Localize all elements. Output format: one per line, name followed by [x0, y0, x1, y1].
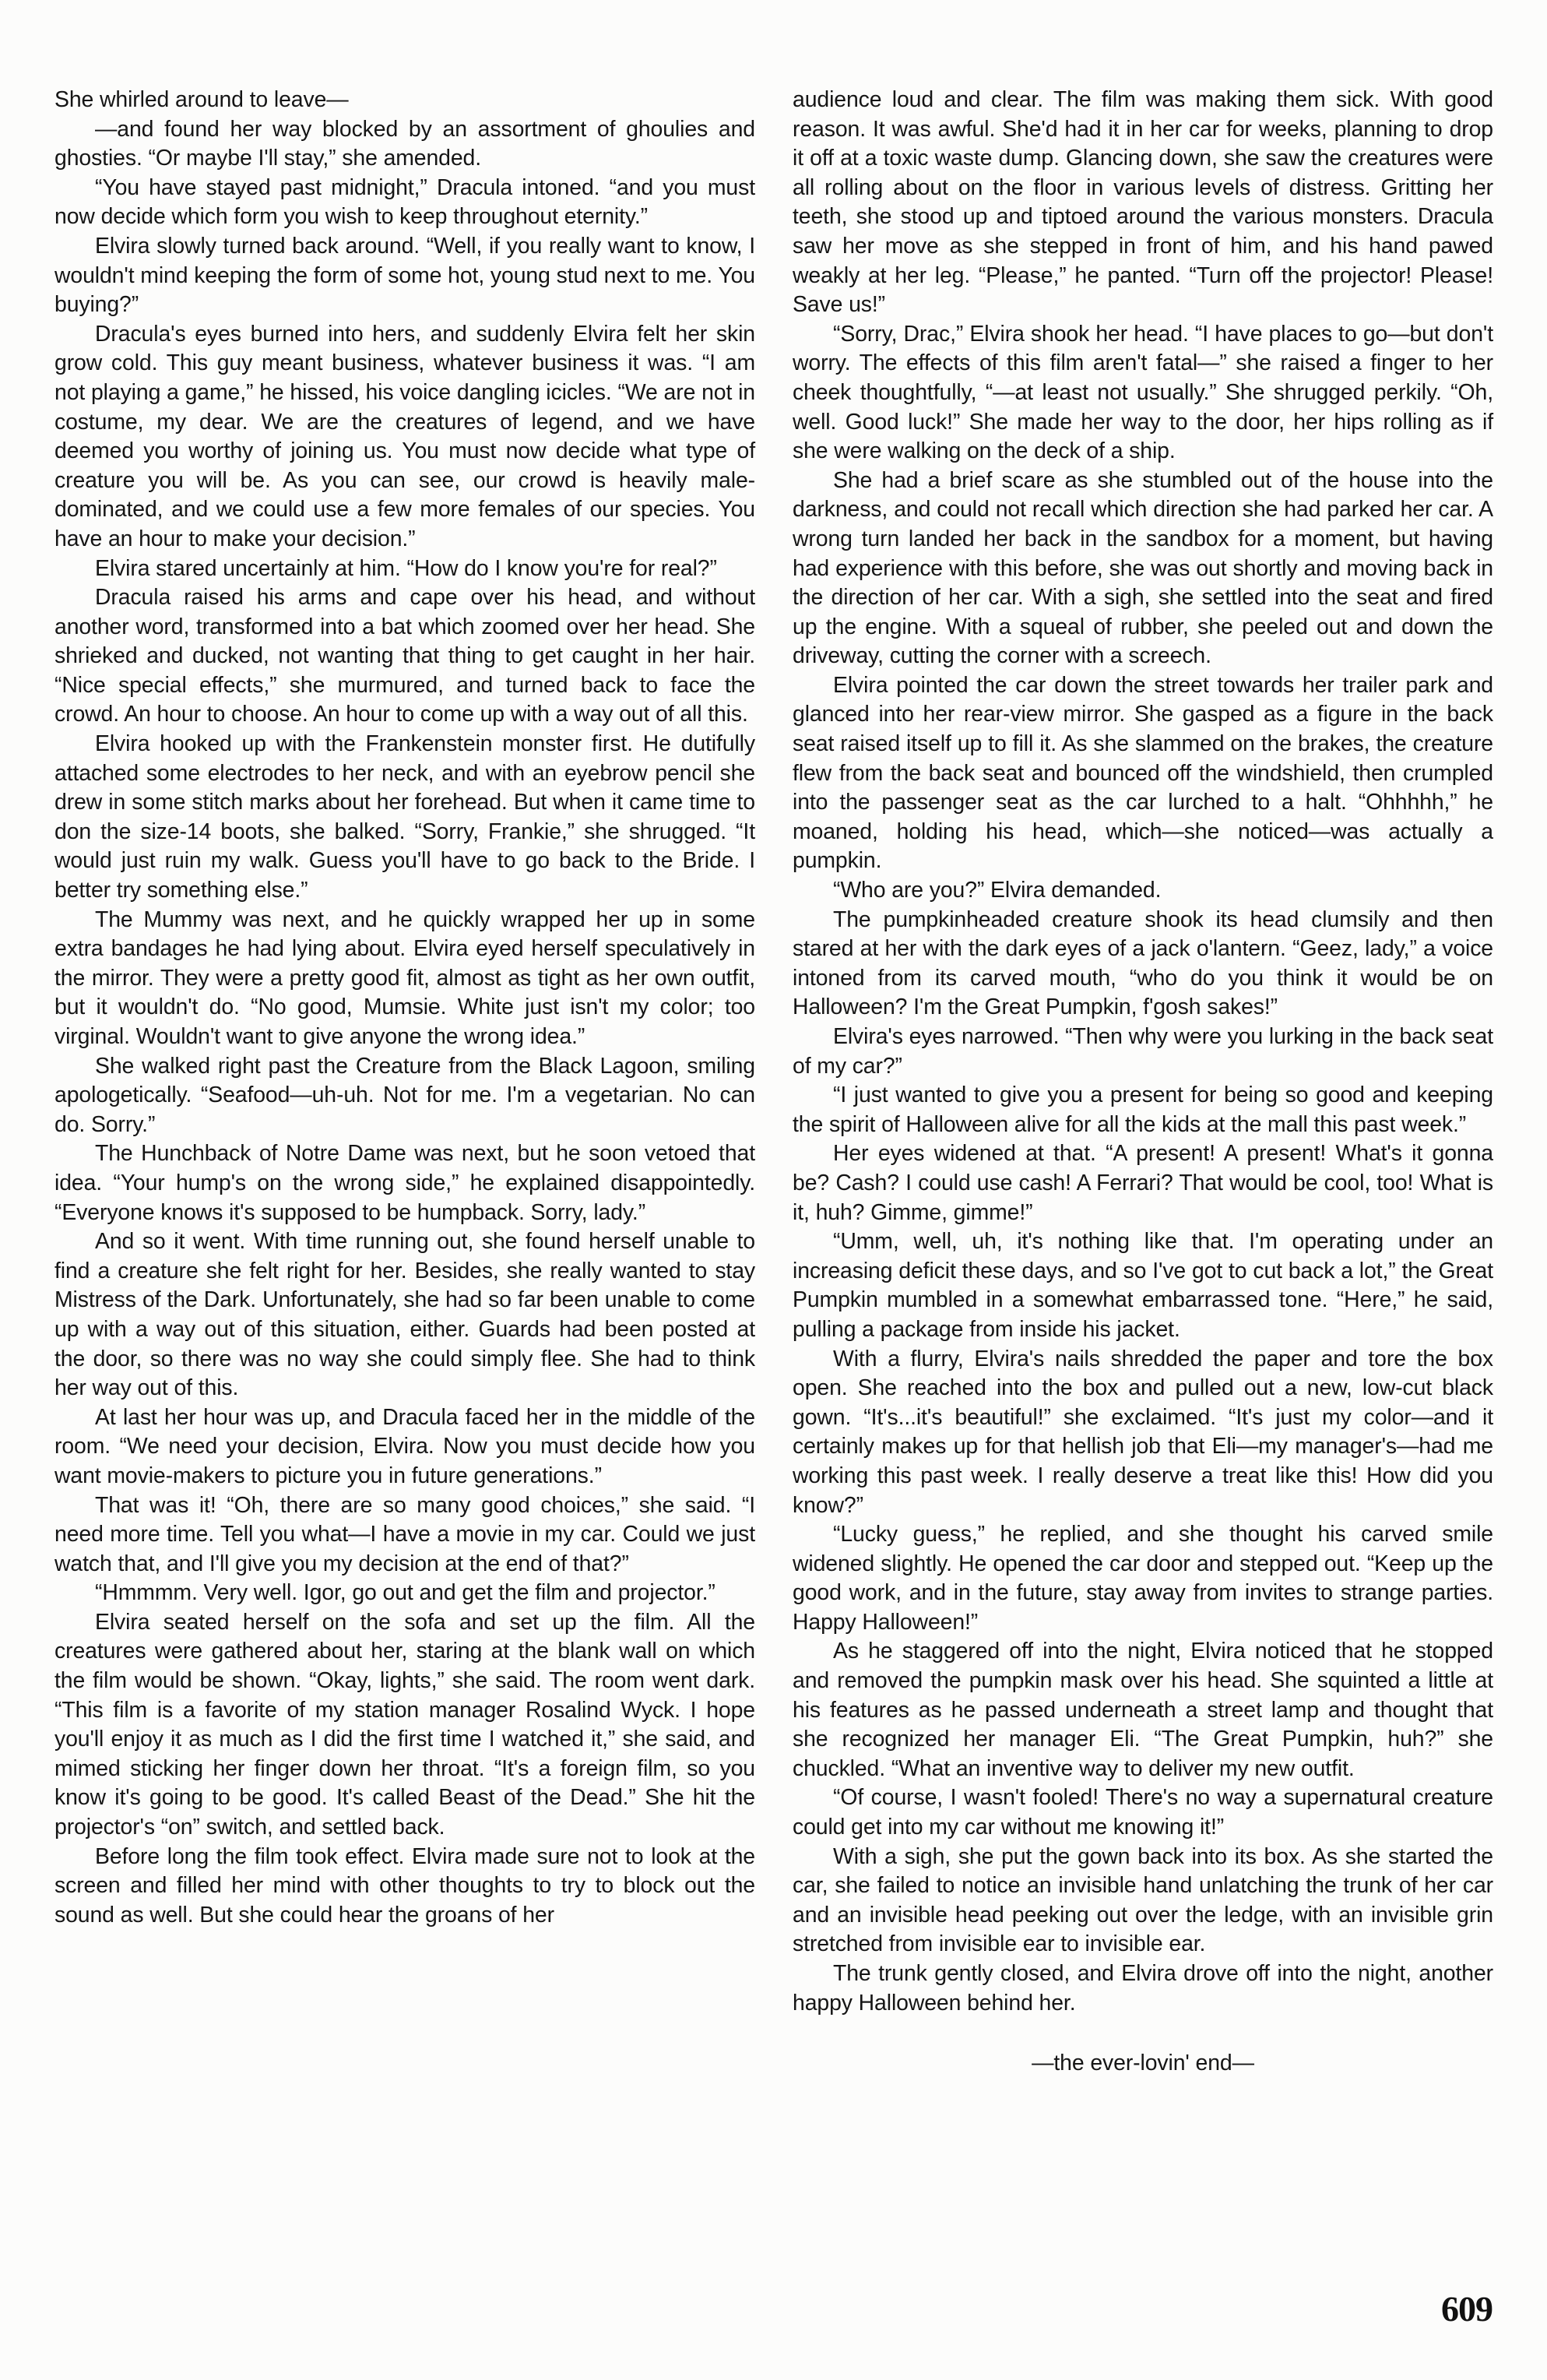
paragraph: “Sorry, Drac,” Elvira shook her head. “I have places to go—but don't worry. The effects of this film aren't fatal—” she raised a finger to her cheek thoughtfully, “—at least not usually.” She shrugged perkily. “Oh, well. Good luck!” She made her way to the door, her hips rolling as if she were walking on the deck of a ship.	[793, 321, 1493, 464]
paragraph: “Hmmmm. Very well. Igor, go out and get the film and projector.”	[95, 1580, 715, 1606]
paragraph: As he staggered off into the night, Elvira noticed that he stopped and removed the pumpkin mask over his head. She squinted a little at his features as he passed underneath a street lamp and thought that she recognized her manager Eli. “The Great Pumpkin, huh?” she chuckled. “What an inventive way to deliver my new outfit.	[793, 1639, 1493, 1781]
paragraph: Before long the film took effect. Elvira made sure not to look at the screen and filled her mind with other thoughts to try to block out the sound as well. But she could hear the groans of her	[54, 1843, 755, 1928]
paragraph: Dracula's eyes burned into hers, and suddenly Elvira felt her skin grow cold. This guy meant business, whatever business it was. “I am not playing a game,” he hissed, his voice dangling icicles. “We are not in costume, my dear. We are the creatures of legend, and we have deemed you worthy of joining us. You must now decide what type of creature you will be. As you can see, our crowd is heavily male-dominated, and we could use a few more females of our species. You have an hour to make your decision.”	[54, 321, 755, 551]
paragraph: The pumpkinheaded creature shook its head clumsily and then stared at her with the dark eyes of a jack o'lantern. “Geez, lady,” a voice intoned from its carved mouth, “who do you think it would be on Halloween? I'm the Great Pumpkin, f'gosh sakes!”	[793, 907, 1493, 1020]
paragraph: Elvira hooked up with the Frankenstein monster first. He dutifully attached some electrodes to her neck, and with an eyebrow pencil she drew in some stitch marks about her forehead. But when it came time to don the size-14 boots, she balked. “Sorry, Frankie,” she shrugged. “It would just ruin my walk. Guess you'll have to go back to the Bride. I better try something else.”	[54, 731, 755, 903]
paragraph: Elvira stared uncertainly at him. “How do I know you're for real?”	[95, 555, 717, 581]
end-mark: —the ever-lovin' end—	[1032, 2051, 1254, 2076]
paragraph: She had a brief scare as she stumbled out of the house into the darkness, and could not recall which direction she had parked her car. A wrong turn landed her back in the sandbox for a moment, but having had experience with this before, she was out shortly and moving back in the direction of her car. With a sigh, she settled into the seat and fired up the engine. With a squeal of rubber, she peeled out and down the driveway, cutting the corner with a screech.	[793, 467, 1493, 669]
right-text-column	[793, 86, 1493, 2079]
paragraph: Elvira pointed the car down the street towards her trailer park and glanced into her rear-view mirror. She gasped as a figure in the back seat raised itself up to fill it. As she slammed on the brakes, the creature flew from the back seat and bounced off the windshield, then crumpled into the passenger seat as the car lurched to a halt. “Ohhhhh,” he moaned, holding his head, which—she noticed—was actually a pumpkin.	[793, 672, 1493, 874]
paragraph: audience loud and clear. The film was making them sick. With good reason. It was awful. She'd had it in her car for weeks, planning to drop it off at a toxic waste dump. Glancing down, she saw the creatures were all rolling about on the floor in various levels of distress. Gritting her teeth, she stood up and tiptoed around the various monsters. Dracula saw her move as she stepped in front of him, and his hand pawed weakly at her leg. “Please,” he panted. “Turn off the projector! Please! Save us!”	[793, 87, 1493, 318]
paragraph: Her eyes widened at that. “A present! A present! What's it gonna be? Cash? I could use cash! A Ferrari? That would be cool, too! What is it, huh? Gimme, gimme!”	[793, 1141, 1493, 1225]
left-text-column	[54, 86, 755, 1930]
paragraph: She walked right past the Creature from the Black Lagoon, smiling apologetically. “Seafood—uh-uh. Not for me. I'm a vegetarian. No can do. Sorry.”	[54, 1053, 755, 1137]
paragraph: The Hunchback of Notre Dame was next, but he soon vetoed that idea. “Your hump's on the wrong side,” he explained disappointedly. “Everyone knows it's supposed to be humpback. Sorry, lady.”	[54, 1141, 755, 1225]
paragraph: “You have stayed past midnight,” Dracula intoned. “and you must now decide which form you wish to keep throughout eternity.”	[54, 174, 755, 230]
paragraph: And so it went. With time running out, she found herself unable to find a creature she felt right for her. Besides, she really wanted to stay Mistress of the Dark. Unfortunately, she had so far been unable to come up with a way out of this situation, either. Guards had been posted at the door, so there was no way she could simply flee. She had to think her way out of this.	[54, 1229, 755, 1401]
paragraph: At last her hour was up, and Dracula faced her in the middle of the room. “We need your decision, Elvira. Now you must decide how you want movie-makers to picture you in future generations.”	[54, 1404, 755, 1488]
paragraph: With a sigh, she put the gown back into its box. As she started the car, she failed to notice an invisible hand unlatching the trunk of her car and an invisible head peeking out over the ledge, with an invisible grin stretched from invisible ear to invisible ear.	[793, 1843, 1493, 1957]
paragraph: The Mummy was next, and he quickly wrapped her up in some extra bandages he had lying about. Elvira eyed herself speculatively in the mirror. They were a pretty good fit, almost as tight as her own outfit, but it wouldn't do. “No good, Mumsie. White just isn't my color; too virginal. Wouldn't want to give anyone the wrong idea.”	[54, 907, 755, 1049]
paragraph: Elvira slowly turned back around. “Well, if you really want to know, I wouldn't mind keeping the form of some hot, young stud next to me. You buying?”	[54, 233, 755, 318]
paragraph: “Lucky guess,” he replied, and she thought his carved smile widened slightly. He opened the car door and stepped out. “Keep up the good work, and in the future, stay away from invites to strange parties. Happy Halloween!”	[793, 1522, 1493, 1635]
paragraph: With a flurry, Elvira's nails shredded the paper and tore the box open. She reached into the box and pulled out a new, low-cut black gown. “It's...it's beautiful!” she exclaimed. “It's just my color—and it certainly makes up for that hellish job that Eli—my manager's—had me working this past week. I really deserve a treat like this! How did you know?”	[793, 1346, 1493, 1518]
paragraph: “Of course, I wasn't fooled! There's no way a supernatural creature could get into my car without me knowing it!”	[793, 1785, 1493, 1840]
paragraph: —and found her way blocked by an assortment of ghoulies and ghosties. “Or maybe I'll stay,” she amended.	[54, 116, 755, 171]
paragraph: “Who are you?” Elvira demanded.	[833, 878, 1162, 903]
paragraph: She whirled around to leave—	[54, 87, 349, 112]
paragraph: Dracula raised his arms and cape over his head, and without another word, transformed into a bat which zoomed over her head. She shrieked and ducked, not wanting that thing to get caught in her hair. “Nice special effects,” she murmured, and turned back to face the crowd. An hour to choose. An hour to come up with a way out of all this.	[54, 585, 755, 727]
paragraph: “I just wanted to give you a present for being so good and keeping the spirit of Halloween alive for all the kids at the mall this past week.”	[793, 1083, 1493, 1137]
page-number: 609	[1441, 2289, 1493, 2329]
paragraph: Elvira's eyes narrowed. “Then why were you lurking in the back seat of my car?”	[793, 1024, 1493, 1079]
paragraph: That was it! “Oh, there are so many good choices,” she said. “I need more time. Tell you what—I have a movie in my car. Could we just watch that, and I'll give you my decision at the end of that?”	[54, 1492, 755, 1576]
paragraph: The trunk gently closed, and Elvira drove off into the night, another happy Halloween behind her.	[793, 1961, 1493, 2016]
paragraph: Elvira seated herself on the sofa and set up the film. All the creatures were gathered about her, staring at the blank wall on which the film would be shown. “Okay, lights,” she said. The room went dark. “This film is a favorite of my station manager Rosalind Wyck. I hope you'll enjoy it as much as I did the first time I watched it,” she said, and mimed sticking her finger down her throat. “It's a foreign film, so you know it's going to be good. It's called Beast of the Dead.” She hit the projector's “on” switch, and settled back.	[54, 1609, 755, 1840]
paragraph: “Umm, well, uh, it's nothing like that. I'm operating under an increasing deficit these days, and so I've got to cut back a lot,” the Great Pumpkin mumbled in a somewhat embarrassed tone. “Here,” he said, pulling a package from inside his jacket.	[793, 1229, 1493, 1342]
